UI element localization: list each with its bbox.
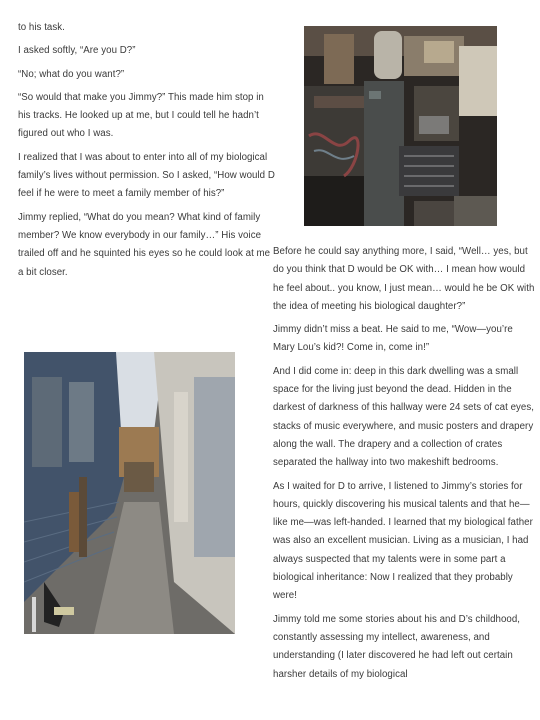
paragraph: Jimmy didn’t miss a beat. He said to me, “Wow—you’re Mary Lou’s kid?! Come in, come in!” — [273, 324, 513, 354]
paragraph: Jimmy told me some stories about his and D’s childhood, constantly assessing my intellect, awareness, and understanding (I later discovered he had left out certain harsher details of my biological — [273, 613, 521, 680]
paragraph: to his task. — [18, 22, 65, 33]
paragraph: I asked softly, “Are you D?” — [18, 45, 136, 57]
left-text-column — [18, 19, 276, 287]
right-text-column — [273, 243, 535, 689]
alley-photo — [24, 352, 235, 634]
paragraph: As I waited for D to arrive, I listened to Jimmy’s stories for hours, quickly discovering his musical talents and that he—like me—was left-handed. I learned that my biological father was also an excellent musician. Living as a musician, I had always suspected that my talents were in some part a biological inheritance: Now I realized that they probably were! — [273, 480, 533, 602]
paragraph: Before he could say anything more, I said, “Well… yes, but do you think that D would be OK with… I mean how would he feel about.. you know, I just mean… would he be OK with the idea of meeting his biological daughter?” — [273, 246, 535, 312]
paragraph: “So would that make you Jimmy?” This made him stop in his tracks. He looked up at me, but I could tell he hadn’t figured out who I was. — [18, 91, 264, 140]
paragraph: I realized that I was about to enter into all of my biological family’s lives without permission. So I asked, “How would D feel if he were to meet a family member of his?” — [18, 151, 275, 200]
dark-room-photo — [304, 26, 497, 226]
paragraph: Jimmy replied, “What do you mean? What kind of family member? We know everybody in our family…” His voice trailed off and he squinted his eyes so he could look at me a bit closer. — [18, 211, 271, 278]
paragraph: And I did come in: deep in this dark dwelling was a small space for the living just beyond the dead. Hidden in the darkest of darkness of this hallway were 24 sets of cat eyes, stacks of music everywhere, and music posters and drapery along the wall. The drapery and a collection of crates separated the hallway into two makeshift bedrooms. — [273, 365, 534, 469]
paragraph: “No; what do you want?” — [18, 68, 125, 80]
